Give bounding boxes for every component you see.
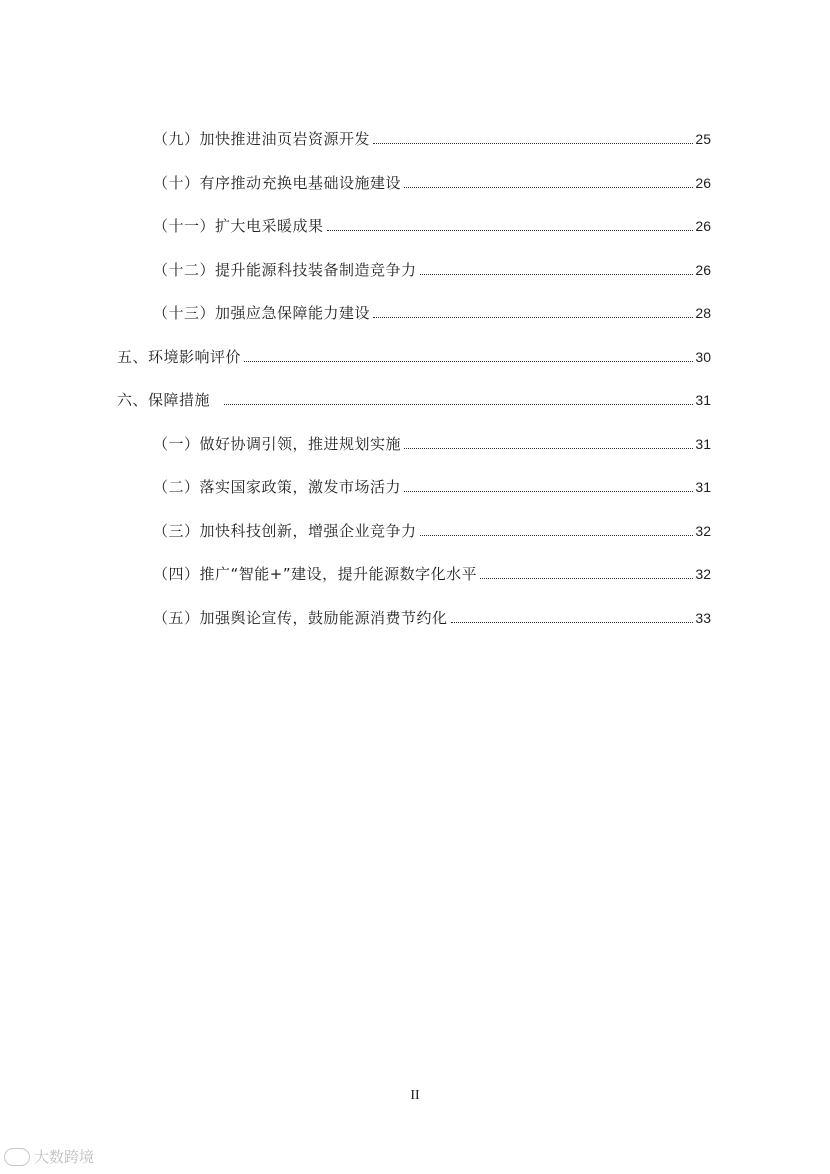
toc-entry-page: 33 [695,610,711,626]
toc-entry-label: （二）落实国家政策，激发市场活力 [153,478,402,496]
toc-entry-label: 五、环境影响评价 [117,348,242,366]
dot-leader [327,230,694,231]
toc-entry-page: 31 [695,479,711,495]
toc-entry[interactable] [153,430,711,454]
toc-entry[interactable] [153,212,711,236]
toc-entry-page: 26 [695,218,711,234]
toc-entry-label: （十一）扩大电采暖成果 [153,217,324,235]
toc-entry-page: 32 [695,523,711,539]
toc-entry-page: 28 [695,305,711,321]
toc-entry[interactable] [153,517,711,541]
toc-entry[interactable] [153,125,711,149]
toc-entry-label: （四）推广“智能+”建设，提升能源数字化水平 [153,565,478,583]
toc-entry-page: 31 [695,392,711,408]
dot-leader [244,361,693,362]
toc-entry-page: 32 [695,566,711,582]
brand-logo-icon [4,1148,30,1166]
toc-entry[interactable] [153,473,711,497]
page-number: II [410,1088,420,1103]
dot-leader [480,578,693,579]
toc-entry-page: 31 [695,436,711,452]
toc-entry-section[interactable] [117,343,711,367]
toc-entry-label: （一）做好协调引领，推进规划实施 [153,435,402,453]
toc-entry-page: 30 [695,349,711,365]
dot-leader [451,622,694,623]
toc-entry-page: 25 [695,131,711,147]
dot-leader [420,274,694,275]
toc-entry-label: （十）有序推动充换电基础设施建设 [153,174,402,192]
dot-leader [373,317,693,318]
toc-entry-label: （三）加快科技创新，增强企业竞争力 [153,522,417,540]
toc-entry-page: 26 [695,262,711,278]
dot-leader [404,448,693,449]
toc-entry[interactable] [153,169,711,193]
dot-leader [404,491,693,492]
toc-entry[interactable] [153,256,711,280]
dot-leader [224,404,693,405]
dot-leader [420,535,694,536]
toc-entry-label: 六、保障措施 [117,391,211,409]
dot-leader [404,187,693,188]
dot-leader [373,143,693,144]
toc-entry-label: （十二）提升能源科技装备制造竞争力 [153,261,417,279]
toc-entry[interactable] [153,560,711,584]
watermark-text: 大数跨境 [34,1148,95,1166]
watermark [4,1146,94,1167]
toc-entry[interactable] [153,299,711,323]
toc-entry-label: （五）加强舆论宣传，鼓励能源消费节约化 [153,609,448,627]
toc-entry[interactable] [153,604,711,628]
toc-entry-label: （九）加快推进油页岩资源开发 [153,130,371,148]
toc-entry-page: 26 [695,175,711,191]
toc-entry-label: （十三）加强应急保障能力建设 [153,304,371,322]
toc-entry-section[interactable] [117,386,711,410]
